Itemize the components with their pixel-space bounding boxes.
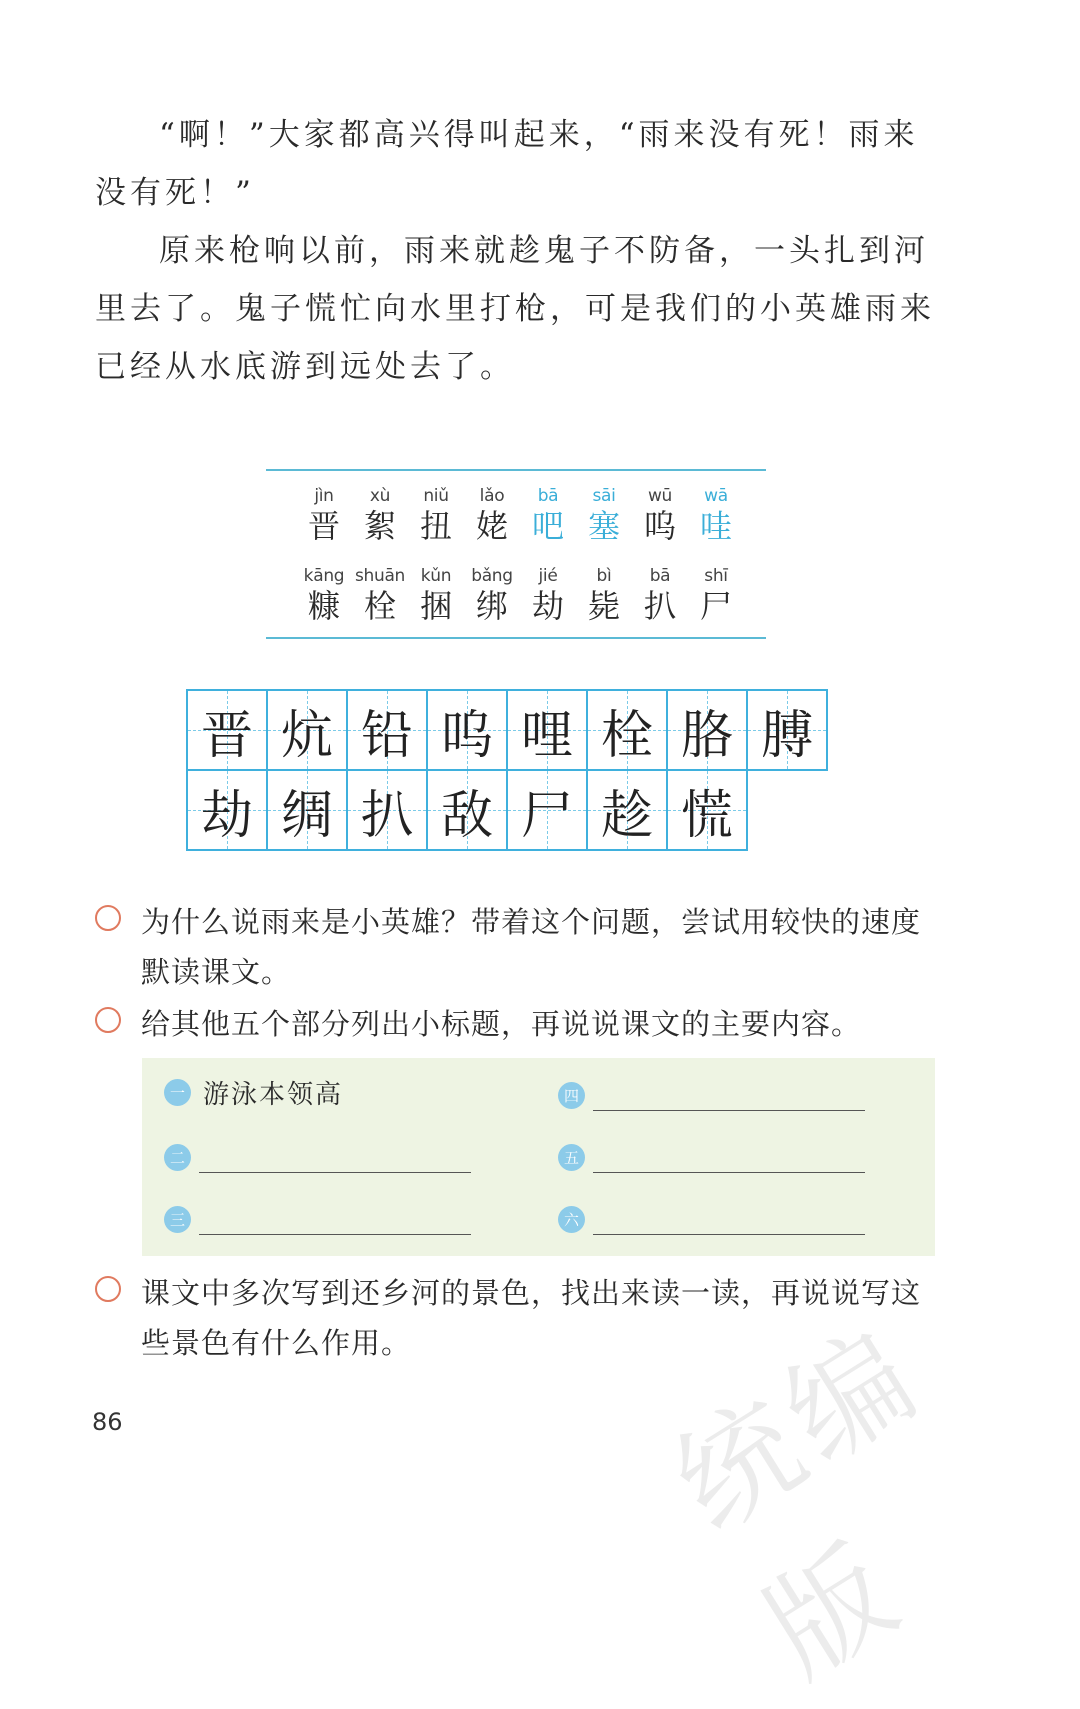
hanzi: 糠 <box>307 587 340 625</box>
question-ring-icon <box>95 1007 121 1033</box>
writing-char: 慌 <box>680 785 733 846</box>
hanzi: 毙 <box>587 587 620 625</box>
question-1 <box>95 897 945 997</box>
hanzi: 尸 <box>699 587 732 625</box>
outline-blank[interactable] <box>593 1142 865 1173</box>
vocab-row-1 <box>296 486 744 546</box>
hanzi: 栓 <box>363 587 396 625</box>
vocab-word-highlight <box>576 486 632 546</box>
writing-cell <box>266 689 348 771</box>
vocab-row-2 <box>296 566 744 626</box>
writing-cell <box>506 769 588 851</box>
number-badge: 二 <box>164 1144 191 1171</box>
outline-item-6 <box>558 1204 865 1235</box>
question-ring-icon <box>95 1276 121 1302</box>
writing-cell <box>586 769 668 851</box>
pinyin: sāi <box>592 486 616 506</box>
vocab-word <box>688 566 744 626</box>
writing-cell <box>266 769 348 851</box>
writing-cell <box>346 769 428 851</box>
vocab-word-highlight <box>520 486 576 546</box>
vocab-word <box>576 566 632 626</box>
hanzi: 晋 <box>307 507 340 545</box>
pinyin: wā <box>704 486 728 506</box>
writing-char: 膊 <box>760 705 813 766</box>
writing-char: 扒 <box>360 785 413 846</box>
writing-char: 晋 <box>200 705 253 766</box>
vocab-word <box>464 566 520 626</box>
outline-item-3 <box>164 1204 471 1235</box>
watermark: 统编版 <box>652 1301 947 1704</box>
pinyin: bǎng <box>471 566 513 586</box>
question-text: 课文中多次写到还乡河的景色，找出来读一读，再说说写这些景色有什么作用。 <box>141 1276 922 1360</box>
question-ring-icon <box>95 905 121 931</box>
vocab-word <box>408 566 464 626</box>
pinyin: bā <box>537 486 559 506</box>
hanzi: 捆 <box>419 587 452 625</box>
pinyin: xù <box>369 486 391 506</box>
pinyin: shī <box>704 566 728 586</box>
outline-title: 游泳本领高 <box>203 1080 344 1110</box>
writing-char: 胳 <box>680 705 733 766</box>
page-number: 86 <box>92 1408 123 1436</box>
vocab-word <box>632 486 688 546</box>
hanzi: 绑 <box>475 587 508 625</box>
question-text: 为什么说雨来是小英雄？带着这个问题，尝试用较快的速度默读课文。 <box>141 905 922 989</box>
writing-grid-row-2 <box>186 769 746 851</box>
vocab-word <box>408 486 464 546</box>
passage-paragraph-1: “啊！”大家都高兴得叫起来，“雨来没有死！雨来没有死！” <box>95 117 919 211</box>
outline-blank[interactable] <box>593 1080 865 1111</box>
writing-cell <box>346 689 428 771</box>
hanzi: 絮 <box>363 507 396 545</box>
writing-cell <box>666 689 748 771</box>
hanzi: 哇 <box>699 507 732 545</box>
writing-char: 铅 <box>360 705 413 766</box>
writing-char: 炕 <box>280 705 333 766</box>
number-badge: 四 <box>558 1082 585 1109</box>
pinyin: lǎo <box>479 486 505 506</box>
writing-char: 尸 <box>520 785 573 846</box>
writing-cell <box>426 689 508 771</box>
outline-item-1 <box>164 1074 343 1111</box>
writing-grid-row-1 <box>186 689 826 771</box>
writing-cell <box>586 689 668 771</box>
number-badge: 一 <box>164 1079 191 1106</box>
pinyin: bā <box>649 566 671 586</box>
number-badge: 六 <box>558 1206 585 1233</box>
number-badge: 五 <box>558 1144 585 1171</box>
vocab-word <box>464 486 520 546</box>
writing-char: 呜 <box>440 705 493 766</box>
pinyin: kǔn <box>420 566 452 586</box>
outline-blank[interactable] <box>199 1204 471 1235</box>
pinyin: jié <box>538 566 558 586</box>
hanzi: 呜 <box>643 507 676 545</box>
outline-panel <box>142 1058 935 1256</box>
writing-cell <box>186 769 268 851</box>
pinyin: jìn <box>314 486 334 506</box>
writing-char: 哩 <box>520 705 573 766</box>
vocab-word <box>352 566 408 626</box>
outline-item-4 <box>558 1080 865 1111</box>
writing-char: 劫 <box>200 785 253 846</box>
vocab-word <box>520 566 576 626</box>
vocab-word <box>296 486 352 546</box>
writing-cell <box>506 689 588 771</box>
writing-cell <box>186 689 268 771</box>
writing-char: 栓 <box>600 705 653 766</box>
writing-cell <box>426 769 508 851</box>
writing-char: 趁 <box>600 785 653 846</box>
pinyin: wū <box>647 486 673 506</box>
outline-item-5 <box>558 1142 865 1173</box>
vocab-word-highlight <box>688 486 744 546</box>
writing-cell <box>666 769 748 851</box>
hanzi: 劫 <box>531 587 564 625</box>
vocab-word <box>352 486 408 546</box>
passage-paragraph-2: 原来枪响以前，雨来就趁鬼子不防备，一头扎到河里去了。鬼子慌忙向水里打枪，可是我们的小英雄雨来已经从水底游到远处去了。 <box>95 233 935 385</box>
vocab-top-rule <box>266 469 766 471</box>
hanzi: 扒 <box>643 587 676 625</box>
question-2 <box>95 999 945 1049</box>
hanzi: 姥 <box>475 507 508 545</box>
outline-blank[interactable] <box>199 1142 471 1173</box>
number-badge: 三 <box>164 1206 191 1233</box>
writing-char: 绸 <box>280 785 333 846</box>
pinyin: bì <box>596 566 612 586</box>
pinyin: kāng <box>303 566 345 586</box>
pinyin: niǔ <box>423 486 449 506</box>
pinyin: shuān <box>354 566 406 586</box>
vocab-word <box>296 566 352 626</box>
outline-item-2 <box>164 1142 471 1173</box>
writing-char: 敌 <box>440 785 493 846</box>
writing-cell <box>746 689 828 771</box>
hanzi: 吧 <box>531 507 564 545</box>
vocab-word <box>632 566 688 626</box>
hanzi: 塞 <box>587 507 620 545</box>
outline-blank[interactable] <box>593 1204 865 1235</box>
vocab-bottom-rule <box>266 637 766 639</box>
hanzi: 扭 <box>419 507 452 545</box>
question-text: 给其他五个部分列出小标题，再说说课文的主要内容。 <box>141 1007 862 1041</box>
